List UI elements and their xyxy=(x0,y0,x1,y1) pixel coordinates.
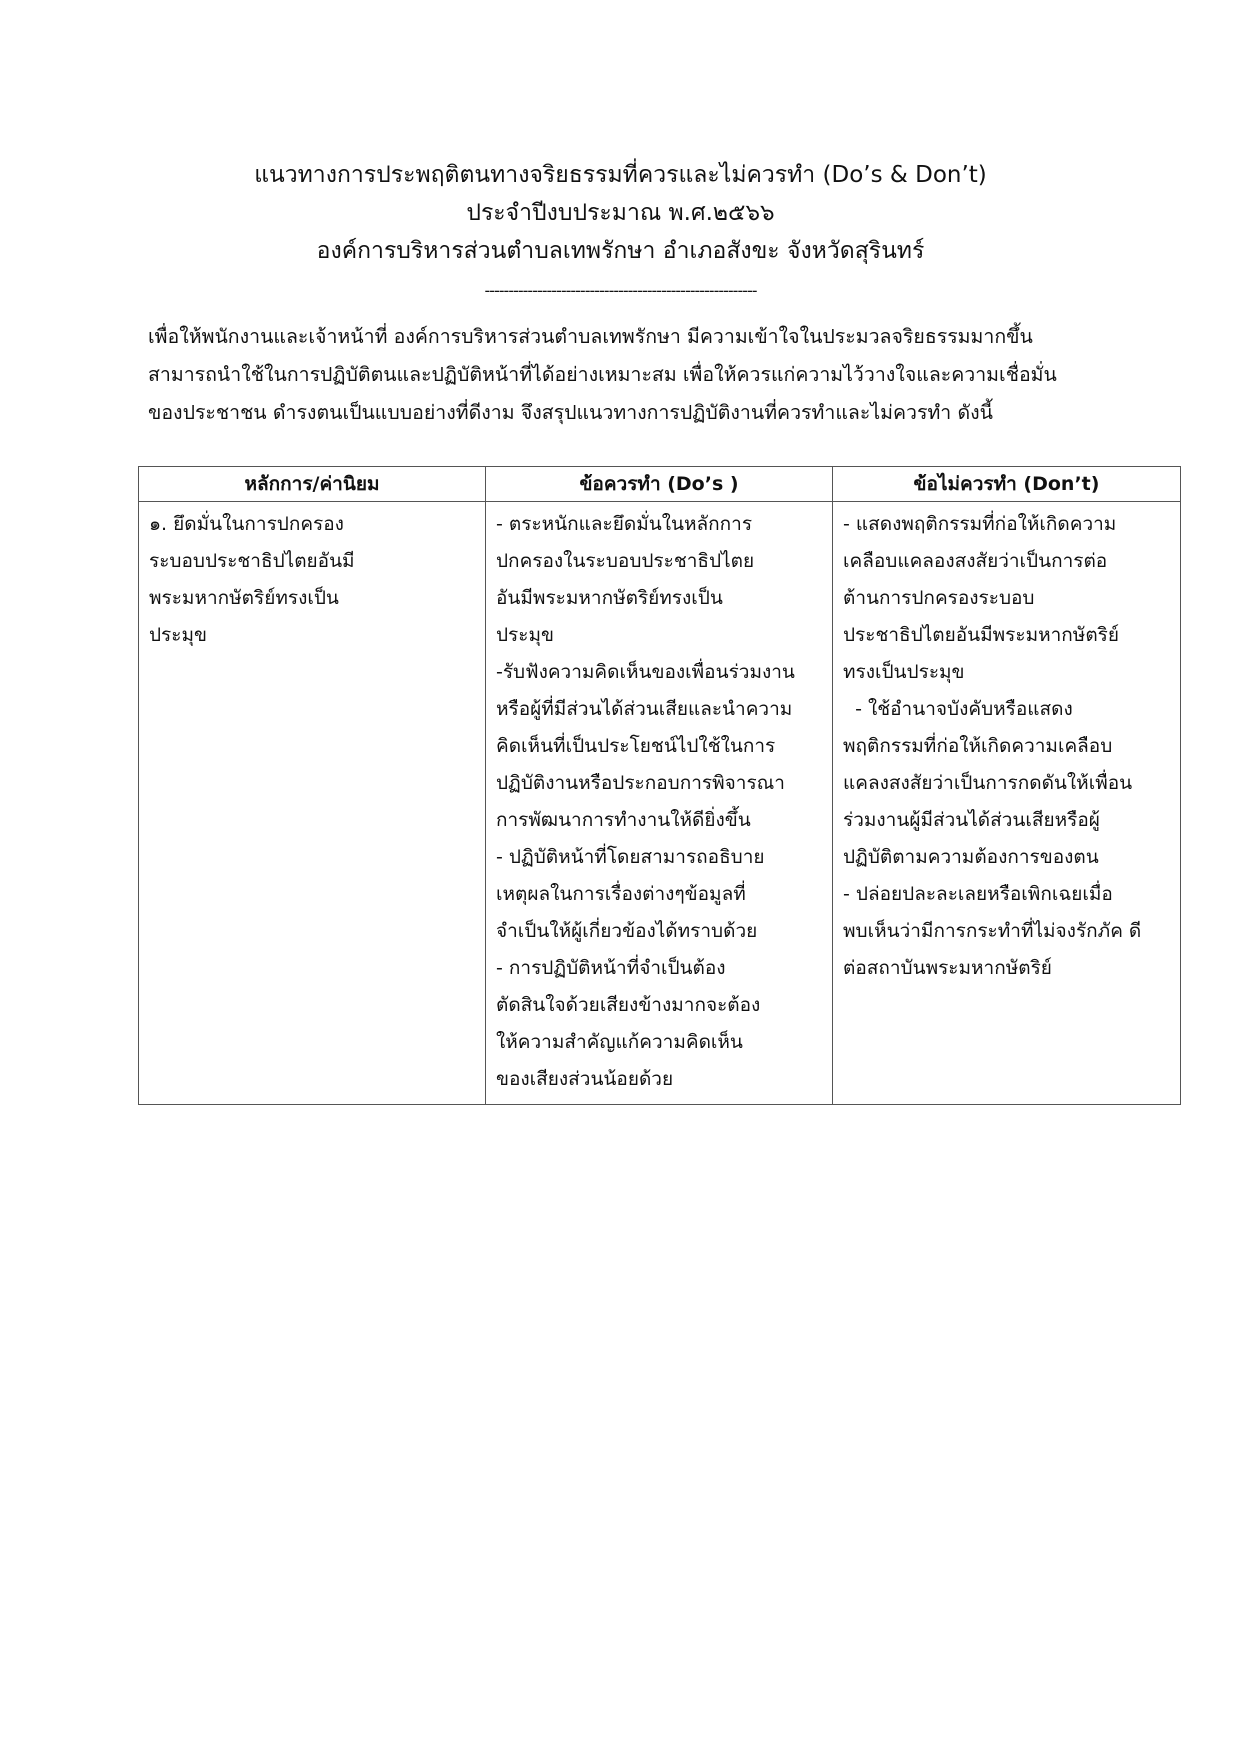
dos-line: -รับฟังความคิดเห็นของเพื่อนร่วมงาน xyxy=(496,661,795,683)
dos-line: เหตุผลในการเรื่องต่างๆข้อมูลที่ xyxy=(496,883,746,905)
header-donts: ข้อไม่ควรทำ (Don’t) xyxy=(833,467,1181,502)
title-divider: --------------------------------------------------------- xyxy=(484,281,757,300)
title-line-3: องค์การบริหารส่วนตำบลเทพรักษา อำเภอสังขะ จังหวัดสุรินทร์ xyxy=(316,238,925,264)
dos-line: ให้ความสำคัญแก้ความคิดเห็น xyxy=(496,1031,743,1053)
dos-line: หรือผู้ที่มีส่วนได้ส่วนเสียและนำความ xyxy=(496,698,793,720)
cell-donts xyxy=(833,502,1181,1105)
dos-line: ตัดสินใจด้วยเสียงข้างมากจะต้อง xyxy=(496,994,761,1016)
dos-line: - การปฏิบัติหน้าที่จำเป็นต้อง xyxy=(496,957,726,979)
intro-line-2: สามารถนำใช้ในการปฏิบัติตนและปฏิบัติหน้าที่ได้อย่างเหมาะสม เพื่อให้ควรแก่ความไว้วางใจและความเชื่อมั่น xyxy=(148,363,1057,386)
cell-dos xyxy=(486,502,833,1105)
dos-line: - ตระหนักและยึดมั่นในหลักการ xyxy=(496,513,753,535)
donts-line: เคลือบแคลองสงสัยว่าเป็นการต่อ xyxy=(843,550,1108,572)
donts-line: ทรงเป็นประมุข xyxy=(843,661,965,683)
principle-line: ระบอบประชาธิปไตยอันมี xyxy=(149,550,355,572)
donts-line: - ปล่อยปละละเลยหรือเพิกเฉยเมื่อ xyxy=(843,883,1113,905)
donts-line: แคลงสงสัยว่าเป็นการกดดันให้เพื่อน xyxy=(843,772,1133,794)
dos-line: การพัฒนาการทำงานให้ดียิ่งขึ้น xyxy=(496,809,751,831)
title-line-2: ประจำปีงบประมาณ พ.ศ.๒๕๖๖ xyxy=(466,200,775,226)
cell-principle xyxy=(139,502,486,1105)
ethics-table xyxy=(138,466,1181,1105)
donts-line: - ใช้อำนาจบังคับหรือแสดง xyxy=(843,698,1073,720)
donts-line: ร่วมงานผู้มีส่วนได้ส่วนเสียหรือผู้ xyxy=(843,809,1100,831)
intro-paragraph xyxy=(148,318,1148,432)
donts-line: ประชาธิปไตยอันมีพระมหากษัตริย์ xyxy=(843,624,1120,646)
donts-line: พบเห็นว่ามีการกระทำที่ไม่จงรักภัค ดี xyxy=(843,920,1142,942)
dos-line: จำเป็นให้ผู้เกี่ยวข้องได้ทราบด้วย xyxy=(496,920,758,942)
dos-line: ปฏิบัติงานหรือประกอบการพิจารณา xyxy=(496,772,785,794)
donts-line: ปฏิบัติตามความต้องการของตน xyxy=(843,846,1099,868)
donts-line: ต่อสถาบันพระมหากษัตริย์ xyxy=(843,957,1052,979)
principle-line: ๑. ยึดมั่นในการปกครอง xyxy=(149,513,344,535)
title-line-1: แนวทางการประพฤติตนทางจริยธรรมที่ควรและไม่ควรทำ (Do’s & Don’t) xyxy=(254,162,987,188)
table-row xyxy=(139,502,1181,1105)
dos-line: อันมีพระมหากษัตริย์ทรงเป็น xyxy=(496,587,723,609)
table-header-row xyxy=(139,467,1181,502)
header-principle: หลักการ/ค่านิยม xyxy=(139,467,486,502)
document-title xyxy=(0,156,1241,270)
intro-line-1: เพื่อให้พนักงานและเจ้าหน้าที่ องค์การบริหารส่วนตำบลเทพรักษา มีความเข้าใจในประมวลจริยธรรมมากขึ้น xyxy=(148,325,1033,348)
intro-line-3: ของประชาชน ดำรงตนเป็นแบบอย่างที่ดีงาม จึงสรุปแนวทางการปฏิบัติงานที่ควรทำและไม่ควรทำ ดังนี้ xyxy=(148,401,993,424)
donts-line: - แสดงพฤติกรรมที่ก่อให้เกิดความ xyxy=(843,513,1117,535)
dos-line: ประมุข xyxy=(496,624,554,646)
donts-line: ต้านการปกครองระบอบ xyxy=(843,587,1035,609)
header-dos: ข้อควรทำ (Do’s ) xyxy=(486,467,833,502)
dos-line: ของเสียงส่วนน้อยด้วย xyxy=(496,1068,674,1090)
dos-line: ปกครองในระบอบประชาธิปไตย xyxy=(496,550,755,572)
dos-line: คิดเห็นที่เป็นประโยชน์ไปใช้ในการ xyxy=(496,735,776,757)
principle-line: พระมหากษัตริย์ทรงเป็น xyxy=(149,587,339,609)
principle-line: ประมุข xyxy=(149,624,207,646)
dos-line: - ปฏิบัติหน้าที่โดยสามารถอธิบาย xyxy=(496,846,765,868)
donts-line: พฤติกรรมที่ก่อให้เกิดความเคลือบ xyxy=(843,735,1113,757)
